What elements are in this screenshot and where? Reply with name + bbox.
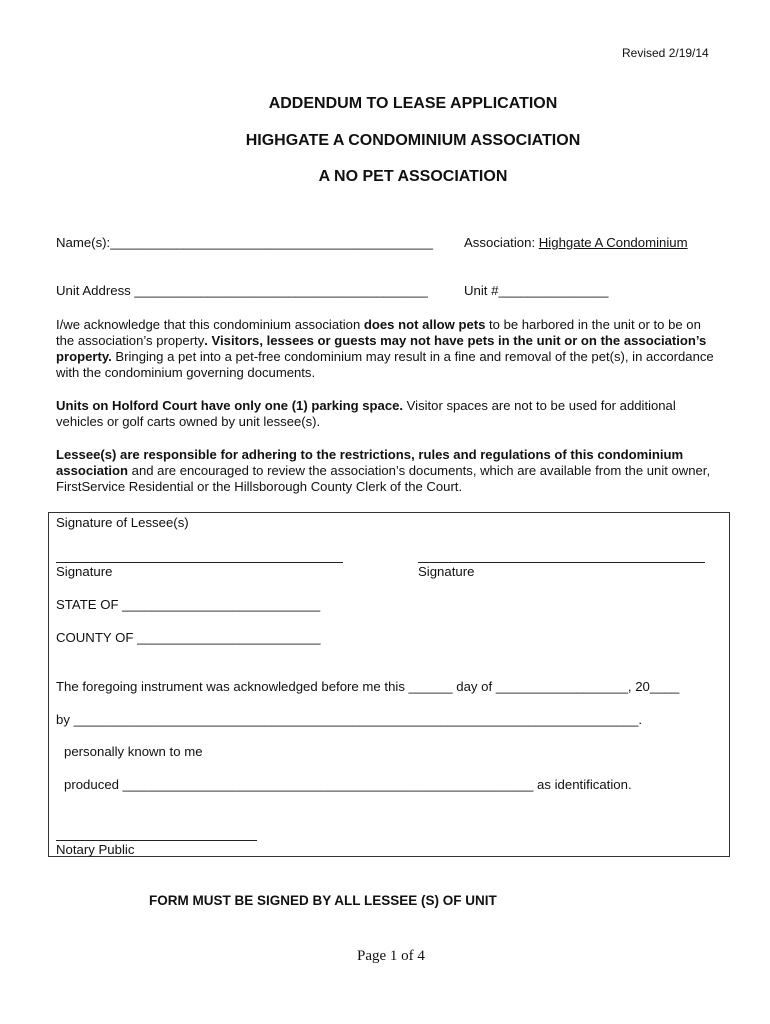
signing-requirement-note: FORM MUST BE SIGNED BY ALL LESSEE (S) OF UNIT: [149, 893, 497, 908]
bold-span: does not allow pets: [363, 317, 486, 332]
no-pet-title: A NO PET ASSOCIATION: [318, 168, 508, 185]
acknowledged-by-line[interactable]: by _____________________________________________________________________________.: [56, 712, 642, 727]
unit-number-field[interactable]: Unit #_______________: [464, 283, 609, 298]
pet-policy-paragraph: [56, 317, 722, 381]
lessee-signature-line-1[interactable]: [56, 562, 343, 563]
text-span: to be harbored in the unit or to be on the association’s property: [56, 317, 701, 348]
unit-address-field[interactable]: Unit Address ________________________________________: [56, 283, 428, 298]
page-number: Page 1 of 4: [357, 948, 425, 964]
names-field[interactable]: Name(s):____________________________________________: [56, 235, 433, 250]
notary-public-label: Notary Public: [56, 842, 135, 857]
association-label: Association:: [464, 235, 536, 250]
lessee-signature-line-2[interactable]: [418, 562, 705, 563]
bold-span: . Visitors, lessees or guests may not have pets in the unit or on the association’s property.: [56, 333, 707, 364]
acknowledgement-line[interactable]: The foregoing instrument was acknowledged before me this ______ day of __________________, 20____: [56, 679, 680, 694]
personally-known-option[interactable]: personally known to me: [64, 744, 203, 759]
association-field: [464, 235, 688, 251]
text-span: Visitor spaces are not to be used for additional vehicles or golf carts owned by unit lessee(s).: [56, 398, 676, 429]
signature-heading: Signature of Lessee(s): [56, 515, 189, 530]
association-value: Highgate A Condominium: [538, 235, 688, 250]
produced-identification-line[interactable]: produced ________________________________________________________ as identification.: [64, 777, 632, 792]
parking-paragraph: [56, 398, 722, 430]
signature-label-1: Signature: [56, 564, 113, 579]
text-span: Bringing a pet into a pet-free condominium may result in a fine and removal of the pet(s), in accordance with the condominium governing documents.: [56, 349, 714, 380]
revision-date: Revised 2/19/14: [622, 46, 709, 60]
text-span: and are encouraged to review the association’s documents, which are available from the unit owner, FirstService Residential or the Hillsborough County Clerk of the Court.: [56, 463, 711, 494]
text-span: I/we acknowledge that this condominium association: [56, 317, 364, 332]
bold-span: Units on Holford Court have only one (1) parking space.: [56, 398, 404, 413]
responsibility-paragraph: [56, 447, 722, 495]
notary-signature-line[interactable]: [56, 840, 257, 841]
document-title: ADDENDUM TO LEASE APPLICATION: [268, 95, 558, 112]
county-field[interactable]: COUNTY OF _________________________: [56, 630, 321, 645]
bold-span: Lessee(s) are responsible for adhering to the restrictions, rules and regulations of this condominium association: [56, 447, 684, 478]
state-field[interactable]: STATE OF ___________________________: [56, 597, 321, 612]
signature-label-2: Signature: [418, 564, 475, 579]
association-title: HIGHGATE A CONDOMINIUM ASSOCIATION: [245, 132, 581, 149]
